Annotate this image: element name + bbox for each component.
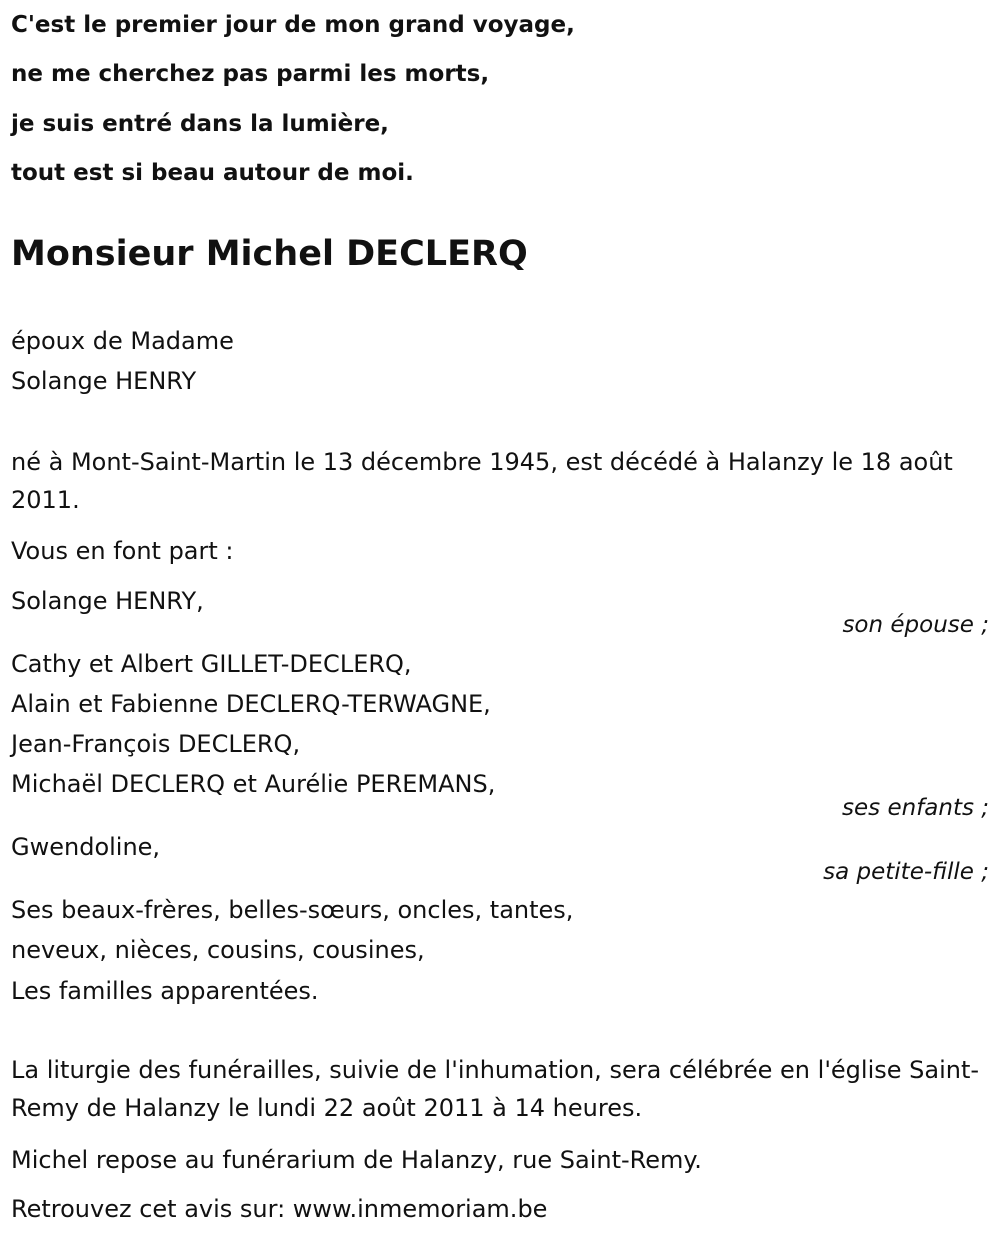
children-role: ses enfants ; [842,795,989,821]
poem-line-2: ne me cherchez pas parmi les morts, [11,61,490,87]
website-text: Retrouvez cet avis sur: www.inmemoriam.be [11,1195,548,1223]
deceased-name: Monsieur Michel DECLERQ [11,234,528,274]
family-line-1: Ses beaux-frères, belles-sœurs, oncles, tantes, [11,896,574,924]
spouse-line-2: Solange HENRY [11,367,197,395]
spouse-entry: Solange HENRY, [11,587,204,615]
birth-death-text: né à Mont-Saint-Martin le 13 décembre 1945, est décédé à Halanzy le 18 août 2011. [11,448,953,514]
repose-text: Michel repose au funérarium de Halanzy, rue Saint-Remy. [11,1146,702,1174]
family-line-2: neveux, nièces, cousins, cousines, [11,936,425,964]
poem-line-1: C'est le premier jour de mon grand voyage, [11,12,575,38]
family-line-3: Les familles apparentées. [11,977,319,1005]
announcement-intro: Vous en font part : [11,537,234,565]
liturgy-text: La liturgie des funérailles, suivie de l'inhumation, sera célébrée en l'église Saint-Remy de Halanzy le lundi 22 août 2011 à 14 heures. [11,1056,980,1122]
child-entry-4: Michaël DECLERQ et Aurélie PEREMANS, [11,770,496,798]
granddaughter-entry: Gwendoline, [11,833,161,861]
spouse-line-1: époux de Madame [11,327,234,355]
spouse-role: son épouse ; [842,612,989,638]
poem-line-4: tout est si beau autour de moi. [11,160,414,186]
poem-line-3: je suis entré dans la lumière, [11,111,389,137]
child-entry-2: Alain et Fabienne DECLERQ-TERWAGNE, [11,690,491,718]
granddaughter-role: sa petite-fille ; [823,859,989,885]
child-entry-3: Jean-François DECLERQ, [11,730,301,758]
child-entry-1: Cathy et Albert GILLET-DECLERQ, [11,650,412,678]
